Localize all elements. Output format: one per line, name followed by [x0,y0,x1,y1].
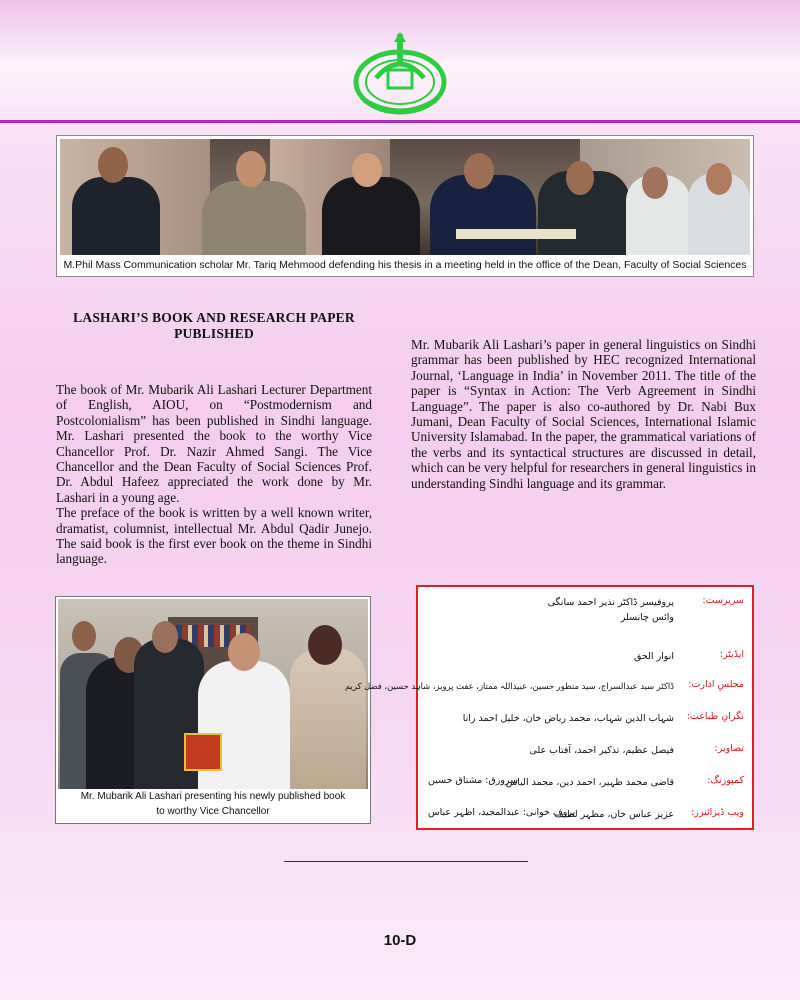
book-presentation-photo [55,596,371,824]
credit-value: قاضی محمد ظہیر، احمد دین، محمد الیاس [505,777,674,788]
book-presentation-image [58,599,368,789]
credit-value: ڈاکٹر سید عبدالسراج، سید منظور حسین، عبیداللہ ممتاز، عفت پرویز، شاہد حسین، فضل کریم [344,681,674,691]
article-column-left [56,382,372,567]
footer-rule [284,861,528,862]
credit-label: مجلسِ ادارت: [688,679,744,690]
article-paragraph: The preface of the book is written by a well known writer, dramatist, columnist, intellectual Mr. Abdul Qadir Junejo. The said book is the first ever book on the theme in Sindhi language. [56,505,372,567]
article-paragraph: The book of Mr. Mubarik Ali Lashari Lecturer Department of English, AIOU, on “Postmodernism and Postcolonialism” has been published in Sindhi language. Mr. Lashari presented the book to the worthy Vice Chancellor Prof. Dr. Nazir Ahmed Sangi. The Vice Chancellor and the Dean Faculty of Social Sciences Prof. Dr. Abdul Hafeez appreciated the work done by Mr. Lashari in a young age. [56,382,372,505]
caption-line: Mr. Mubarik Ali Lashari presenting his newly published book [80,791,346,802]
credit-value: عزیز عباس خان، مظہر لطیف [554,809,674,820]
book-presentation-caption [58,789,368,819]
article-paragraph: Mr. Mubarik Ali Lashari’s paper in general linguistics on Sindhi grammar has been published by HEC recognized International Journal, ‘Language in India’ in November 2011. The title of the paper is “Syntax in Action: The Verb Agreement in Sindhi Language”. The paper is also co-authored by Dr. Nabi Bux Jumani, Dean Faculty of Social Sciences, International Islamic University Islamabad. In the paper, the grammatical variations of the verbs and its syntactical structures are discussed in detail, which can be very helpful for researchers in general linguistics in understanding Sindhi language and its grammar. [411,337,756,491]
credit-label: تصاویر: [714,743,744,754]
university-crest-icon [350,30,450,118]
patron-name: پروفیسر ڈاکٹر نذیر احمد سانگی [547,597,674,608]
credit-label: سرپرست: [702,595,744,606]
article-column-right [411,337,756,491]
patron-title: وائس چانسلر [620,612,674,623]
credit-label: نگرانِ طباعت: [686,711,744,722]
credit-value: شہاب الدین شہاب، محمد ریاض خان، خلیل احمد رانا [462,713,674,724]
credit-value: فیصل عظیم، تذکیر احمد، آفتاب علی [529,745,674,756]
caption-line: to worthy Vice Chancellor [156,806,270,817]
article-headline: LASHARI’S BOOK AND RESEARCH PAPER PUBLISHED [73,310,355,341]
header-rule [0,120,800,123]
cover-credit: سرورق: مشتاق حسین [428,775,519,786]
meeting-photo-image [60,139,750,255]
credit-label: ایڈیٹر: [719,649,744,660]
page-number: 10-D [383,932,417,949]
credit-value: انوار الحق [633,651,674,662]
proofreading-credit: پروف خوانی: عبدالمجید، اظہر عباس [428,807,576,818]
meeting-photo-caption: M.Phil Mass Communication scholar Mr. Tariq Mehmood defending his thesis in a meeting held in the office of the Dean, Faculty of Social Sciences [63,259,747,271]
credit-value [424,595,674,625]
credit-label: ویب ڈیزائنرز: [691,807,744,818]
editorial-credits-box [344,585,754,830]
meeting-photo [56,135,754,277]
credit-label: کمپوزنگ: [707,775,744,786]
credit-row-patron [418,595,752,629]
